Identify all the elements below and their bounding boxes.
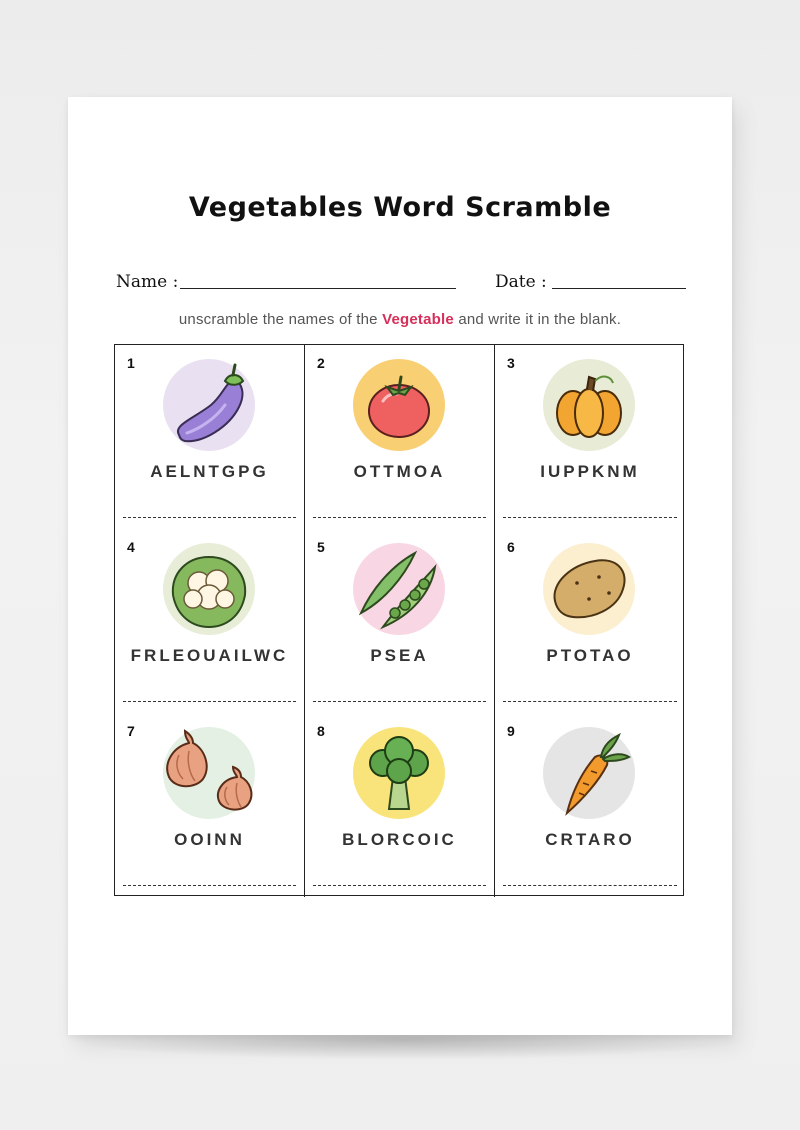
scrambled-word: PTOTAO — [546, 646, 634, 665]
scrambled-word: BLORCOIC — [342, 830, 457, 849]
potato-icon — [543, 543, 635, 635]
card-4 — [115, 529, 305, 713]
scrambled-word: CRTARO — [545, 830, 635, 849]
scrambled-word: PSEA — [370, 646, 429, 665]
answer-blank[interactable] — [313, 517, 486, 518]
cauliflower-icon — [163, 543, 255, 635]
date-label: Date : — [495, 272, 547, 292]
scramble-grid — [114, 344, 684, 896]
potato-circle — [543, 543, 635, 635]
card-number: 4 — [127, 539, 135, 555]
card-number: 2 — [317, 355, 325, 371]
card-number: 5 — [317, 539, 325, 555]
name-label: Name : — [116, 272, 179, 292]
worksheet-title: Vegetables Word Scramble — [188, 192, 612, 223]
instruction-highlight: Vegetable — [382, 311, 454, 328]
answer-blank[interactable] — [123, 885, 296, 886]
answer-blank[interactable] — [503, 701, 677, 702]
peas-circle — [353, 543, 445, 635]
answer-blank[interactable] — [123, 701, 296, 702]
instruction-text — [68, 311, 732, 328]
eggplant-icon — [163, 359, 255, 451]
answer-blank[interactable] — [313, 885, 486, 886]
card-3 — [495, 345, 685, 529]
card-1 — [115, 345, 305, 529]
instruction-before: unscramble the names of the — [178, 311, 378, 328]
broccoli-icon — [353, 727, 445, 819]
scrambled-word: FRLEOUAILWC — [130, 646, 289, 665]
tomato-circle — [353, 359, 445, 451]
scrambled-word: OTTMOA — [353, 462, 446, 481]
scrambled-word: OOINN — [174, 830, 245, 849]
card-number: 6 — [507, 539, 515, 555]
card-9 — [495, 713, 685, 897]
card-number: 1 — [127, 355, 135, 371]
card-number: 9 — [507, 723, 515, 739]
cauliflower-circle — [163, 543, 255, 635]
name-blank-line[interactable] — [180, 288, 456, 289]
worksheet-page — [68, 97, 732, 1035]
card-6 — [495, 529, 685, 713]
answer-blank[interactable] — [503, 517, 677, 518]
card-7 — [115, 713, 305, 897]
date-blank-line[interactable] — [552, 288, 686, 289]
pumpkin-icon — [543, 359, 635, 451]
card-number: 8 — [317, 723, 325, 739]
scrambled-word: IUPPKNM — [540, 462, 640, 481]
carrot-circle — [543, 727, 635, 819]
instruction-after: and write it in the blank. — [458, 311, 622, 328]
answer-blank[interactable] — [313, 701, 486, 702]
onion-circle — [163, 727, 255, 819]
pumpkin-circle — [543, 359, 635, 451]
card-2 — [305, 345, 495, 529]
onion-icon — [163, 727, 255, 819]
card-5 — [305, 529, 495, 713]
card-number: 7 — [127, 723, 135, 739]
eggplant-circle — [163, 359, 255, 451]
carrot-icon — [543, 727, 635, 819]
answer-blank[interactable] — [123, 517, 296, 518]
tomato-icon — [353, 359, 445, 451]
answer-blank[interactable] — [503, 885, 677, 886]
card-8 — [305, 713, 495, 897]
peas-icon — [353, 543, 445, 635]
card-number: 3 — [507, 355, 515, 371]
scrambled-word: AELNTGPG — [150, 462, 269, 481]
broccoli-circle — [353, 727, 445, 819]
